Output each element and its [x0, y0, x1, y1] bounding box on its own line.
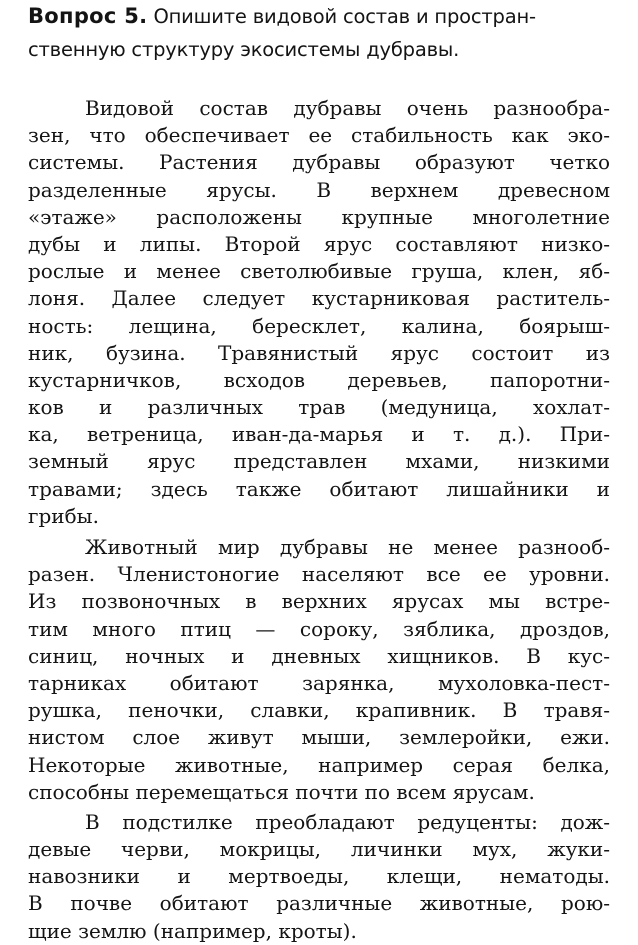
text-line: нистом слое живут мыши, землеройки, ежи.	[28, 725, 610, 750]
text-line: системы. Растения дубравы образуют четко	[28, 150, 610, 175]
text-line: навозники и мертвоеды, клещи, нематоды.	[28, 864, 610, 889]
answer-body	[28, 95, 610, 945]
text-line: Животный мир дубравы не менее разнооб-	[85, 535, 610, 559]
text-line: рушка, пеночки, славки, крапивник. В травя-	[28, 698, 610, 723]
text-line: лоня. Далее следует кустарниковая раститель-	[28, 286, 610, 311]
text-line: разделенные ярусы. В верхнем древесном	[28, 177, 610, 202]
text-line: ка, ветреница, иван-да-марья и т. д.). При-	[28, 422, 610, 447]
text-line: разен. Членистоногие населяют все ее уровни.	[28, 562, 610, 587]
text-line: травами; здесь также обитают лишайники и	[28, 476, 610, 501]
text-line: ков и различных трав (медуница, хохлат-	[28, 395, 610, 420]
paragraph-soil	[28, 809, 610, 945]
paragraph-flora	[28, 95, 610, 530]
text-line: Из позвоночных в верхних ярусах мы встре-	[28, 589, 610, 614]
text-line: грибы.	[28, 503, 99, 528]
paragraph-fauna	[28, 534, 610, 806]
question-line-1	[28, 0, 610, 33]
text-line: ник, бузина. Травянистый ярус состоит из	[28, 340, 610, 365]
text-line: щие землю (например, кроты).	[28, 918, 357, 943]
text-line: синиц, ночных и дневных хищников. В кус-	[28, 643, 610, 668]
text-line: Некоторые животные, например серая белка,	[28, 752, 610, 777]
text-line: способны перемещаться почти по всем ярусам.	[28, 779, 535, 804]
text-line: В подстилке преобладают редуценты: дож-	[85, 809, 610, 834]
text-line: тарниках обитают зарянка, мухоловка-пест-	[28, 670, 610, 695]
text-line: ность: лещина, бересклет, калина, боярыш-	[28, 313, 610, 338]
question-text-1: Опишите видовой состав и простран-	[147, 5, 536, 28]
question-heading	[28, 0, 610, 66]
text-line: рослые и менее светолюбивые груша, клен, яб-	[28, 259, 610, 284]
text-line: девые черви, мокрицы, личинки мух, жуки-	[28, 837, 610, 862]
question-line-2: ственную структуру экосистемы дубравы.	[28, 38, 460, 61]
text-line: дубы и липы. Второй ярус составляют низко-	[28, 231, 610, 256]
text-line: зен, что обеспечивает ее стабильность как эко-	[28, 123, 610, 148]
text-line: В почве обитают различные животные, рою-	[28, 891, 610, 916]
text-line: земный ярус представлен мхами, низкими	[28, 449, 610, 474]
text-line: тим много птиц — сороку, зяблика, дроздов,	[28, 616, 610, 641]
text-line: «этаже» расположены крупные многолетние	[28, 204, 610, 229]
text-line: кустарничков, всходов деревьев, папоротни-	[28, 367, 610, 392]
question-label: Вопрос 5.	[28, 4, 148, 28]
text-line: Видовой состав дубравы очень разнообра-	[85, 96, 610, 120]
